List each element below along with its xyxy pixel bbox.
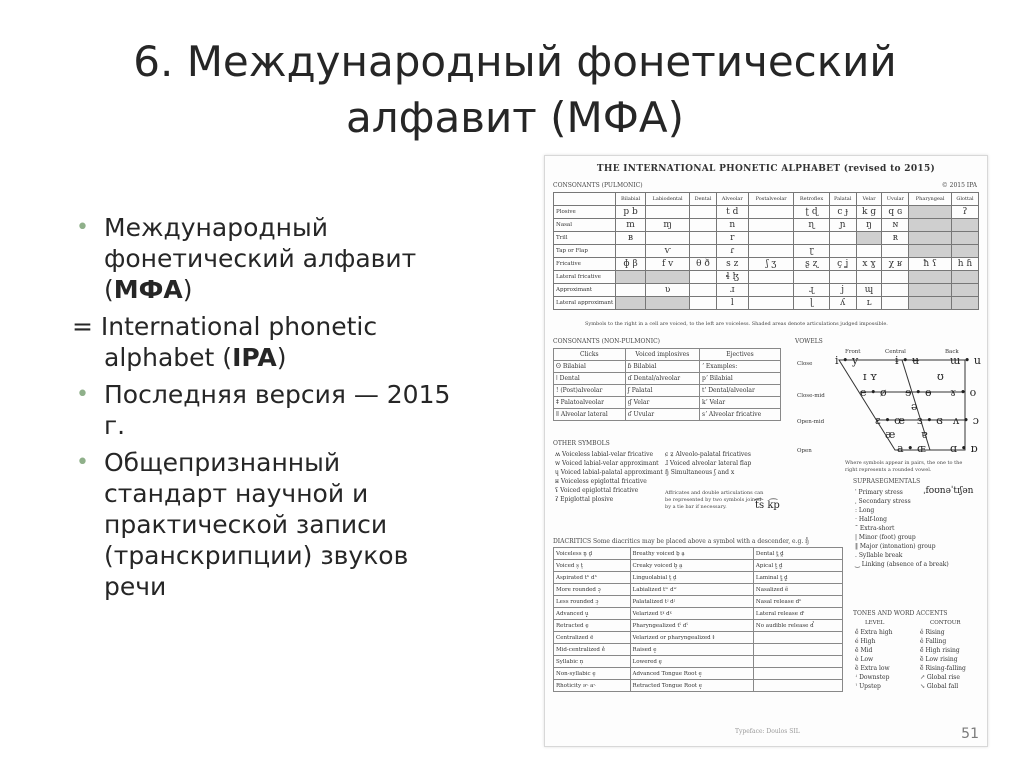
- title-line-1: 6. Международный фонетический: [133, 37, 897, 86]
- nonpulmonic-row: [554, 397, 781, 409]
- pulmonic-cell: [951, 219, 978, 232]
- nonpulmonic-cell: ǂ Palatoalveolar: [554, 397, 626, 409]
- vowel-symbol: æ: [885, 428, 896, 441]
- nonpulmonic-row: [554, 361, 781, 373]
- bullet-dot-icon: •: [76, 382, 89, 407]
- ipa-chart-image: [544, 155, 988, 747]
- bullet-text: ): [182, 275, 193, 304]
- bullet-text: Общепризнанный: [104, 448, 341, 477]
- vowel-symbol: ɜ • ɞ: [917, 414, 943, 427]
- bullet-text: г.: [104, 411, 126, 440]
- pulmonic-cell: [645, 271, 689, 284]
- vowel-symbol: ə: [911, 400, 918, 413]
- pulmonic-cell: ħ ʕ: [909, 258, 952, 271]
- typeface-note: Typeface: Doulos SIL: [735, 728, 800, 735]
- pulmonic-cell: ɴ: [882, 219, 909, 232]
- pulmonic-row: [554, 232, 979, 245]
- pulmonic-column-header: Alveolar: [716, 193, 748, 206]
- diacritics-cell: [753, 680, 842, 692]
- pulmonic-cell: [951, 232, 978, 245]
- affricate-symbols: t͡s k͡p: [755, 500, 780, 511]
- pulmonic-cell: ɲ: [829, 219, 856, 232]
- bullet-text: (транскрипции) звуков: [104, 541, 409, 570]
- diacritics-cell: Nasalized ẽ: [753, 584, 842, 596]
- diacritics-row: [554, 644, 843, 656]
- pulmonic-row-label: Plosive: [554, 206, 616, 219]
- vowel-row-close-mid: Close-mid: [797, 393, 825, 399]
- pulmonic-cell: ɳ: [794, 219, 829, 232]
- diacritics-cell: Advanced Tongue Root e̘: [630, 668, 753, 680]
- pulmonic-column-header: Dental: [690, 193, 716, 206]
- diacritics-cell: [753, 668, 842, 680]
- bullet-text: фонетический алфавит: [104, 244, 417, 273]
- title-line-2: алфавит (МФА): [346, 93, 684, 142]
- pulmonic-cell: ⱱ: [645, 245, 689, 258]
- pulmonic-cell: [829, 232, 856, 245]
- tone-contour-item: e᷅ Low rising: [920, 656, 958, 663]
- nonpulmonic-cell: ʛ Uvular: [625, 409, 699, 421]
- pulmonic-column-header: Pharyngeal: [909, 193, 952, 206]
- pulmonic-cell: [909, 297, 952, 310]
- pulmonic-cell: ʔ: [951, 206, 978, 219]
- pulmonic-cell: [829, 271, 856, 284]
- pulmonic-cell: [748, 284, 794, 297]
- pulmonic-cell: h ɦ: [951, 258, 978, 271]
- pulmonic-cell: q ɢ: [882, 206, 909, 219]
- nonpulmonic-cell: ! (Post)alveolar: [554, 385, 626, 397]
- diacritics-cell: [753, 644, 842, 656]
- diacritics-cell: Retracted e̠: [554, 620, 631, 632]
- pulmonic-cell: [645, 206, 689, 219]
- diacritics-cell: [753, 632, 842, 644]
- pulmonic-cell: ɭ: [794, 297, 829, 310]
- other-symbols-label: OTHER SYMBOLS: [553, 440, 610, 447]
- vowel-symbol: i • y: [835, 354, 859, 367]
- tone-level-item: ꜜ Downstep: [855, 674, 890, 681]
- pulmonic-cell: [616, 271, 646, 284]
- tone-contour-item: ↗ Global rise: [920, 674, 960, 681]
- bullet-text: речи: [104, 572, 167, 601]
- pulmonic-cell: ʃ ʒ: [748, 258, 794, 271]
- pulmonic-column-header: Uvular: [882, 193, 909, 206]
- vowel-symbol: ɘ • ɵ: [905, 386, 932, 399]
- tones-label: TONES AND WORD ACCENTS: [853, 610, 948, 617]
- pulmonic-cell: c ɟ: [829, 206, 856, 219]
- nonpulmonic-cell: ɓ Bilabial: [625, 361, 699, 373]
- pulmonic-row: [554, 258, 979, 271]
- diacritics-row: [554, 632, 843, 644]
- pulmonic-cell: [690, 206, 716, 219]
- other-symbol-item: ʢ Voiced epiglottal fricative: [555, 487, 639, 494]
- tone-contour-item: ê Falling: [920, 638, 947, 645]
- pulmonic-column-header: Bilabial: [616, 193, 646, 206]
- suprasegmental-item: ˈ Primary stress: [855, 489, 903, 496]
- pulmonic-row-label: Fricative: [554, 258, 616, 271]
- other-symbol-item: ɕ ʑ Alveolo-palatal fricatives: [665, 451, 751, 458]
- nonpulmonic-cell: kʼ Velar: [700, 397, 781, 409]
- pulmonic-column-header: Postalveolar: [748, 193, 794, 206]
- vowel-trapezoid: [825, 354, 975, 454]
- suprasegmental-item: ˘ Extra-short: [855, 525, 895, 532]
- pulmonic-cell: [616, 297, 646, 310]
- other-symbols-left: [555, 450, 663, 504]
- nonpulmonic-cell: ǀ Dental: [554, 373, 626, 385]
- pulmonic-column-header: Retroflex: [794, 193, 829, 206]
- pulmonic-cell: [909, 232, 952, 245]
- pulmonic-cell: [748, 206, 794, 219]
- vowel-symbol: ɨ • ʉ: [895, 354, 920, 367]
- pulmonic-cell: j: [829, 284, 856, 297]
- diacritics-cell: [753, 656, 842, 668]
- diacritics-cell: Retracted Tongue Root e̙: [630, 680, 753, 692]
- diacritics-cell: Voiced s̬ t̬: [554, 560, 631, 572]
- pulmonic-cell: ç ʝ: [829, 258, 856, 271]
- pulmonic-row: [554, 245, 979, 258]
- suprasegmental-item: ‿ Linking (absence of a break): [855, 561, 949, 568]
- suprasegmental-item: . Syllable break: [855, 552, 903, 559]
- nonpulmonic-cell: ɗ Dental/alveolar: [625, 373, 699, 385]
- pulmonic-cell: [951, 284, 978, 297]
- page-number: 51: [961, 726, 979, 742]
- other-symbol-item: ʡ Epiglottal plosive: [555, 496, 614, 503]
- diacritics-label: DIACRITICS Some diacritics may be placed above a symbol with a descender, e.g. ŋ̊: [553, 538, 810, 545]
- diacritics-row: [554, 596, 843, 608]
- pulmonic-cell: r: [716, 232, 748, 245]
- nonpulmonic-header: Clicks: [554, 349, 626, 361]
- suprasegmental-item: ː Long: [855, 507, 875, 514]
- pulmonic-cell: θ ð: [690, 258, 716, 271]
- pulmonic-cell: [951, 271, 978, 284]
- nonpulmonic-cell: ǁ Alveolar lateral: [554, 409, 626, 421]
- bullet-text: (: [104, 275, 114, 304]
- diacritics-cell: Velarized tˠ dˠ: [630, 608, 753, 620]
- bullet-text: Международный: [104, 213, 328, 242]
- bullet-text: стандарт научной и: [104, 479, 369, 508]
- affricate-note: Affricates and double articulations can be represented by two symbols joined by a tie bar if necessary.: [665, 490, 764, 510]
- diacritics-cell: Palatalized tʲ dʲ: [630, 596, 753, 608]
- pulmonic-column-header: Labiodental: [645, 193, 689, 206]
- pulmonic-cell: χ ʁ: [882, 258, 909, 271]
- diacritics-cell: Creaky voiced b̰ a̰: [630, 560, 753, 572]
- pulmonic-cell: [748, 232, 794, 245]
- tones-col-contour: CONTOUR: [930, 620, 961, 626]
- tone-level-item: ȅ Extra low: [855, 665, 890, 672]
- diacritics-row: [554, 572, 843, 584]
- vowel-symbol: ɑ • ɒ: [950, 442, 978, 455]
- pulmonic-cell: [748, 219, 794, 232]
- tone-contour-item: e᷄ High rising: [920, 647, 960, 654]
- suprasegmentals-list: [855, 488, 949, 569]
- diacritics-cell: Centralized ë: [554, 632, 631, 644]
- nonpulmonic-table: [553, 348, 781, 421]
- diacritics-cell: Lateral release dˡ: [753, 608, 842, 620]
- pulmonic-row: [554, 206, 979, 219]
- vowel-symbol: ɐ: [921, 428, 928, 441]
- pulmonic-cell: k ɡ: [856, 206, 882, 219]
- bullet-dot-icon: •: [76, 450, 89, 475]
- bullet-text: = International phonetic: [72, 312, 378, 341]
- diacritics-cell: Dental t̪ d̪: [753, 548, 842, 560]
- vowel-row-close: Close: [797, 361, 813, 367]
- pulmonic-cell: [951, 297, 978, 310]
- bullet-text: ): [276, 343, 287, 372]
- pulmonic-cell: ŋ: [856, 219, 882, 232]
- pulmonic-cell: ɰ: [856, 284, 882, 297]
- diacritics-cell: Non-syllabic e̯: [554, 668, 631, 680]
- bullet-item: [72, 379, 542, 441]
- pulmonic-cell: x ɣ: [856, 258, 882, 271]
- tone-contour-item: ě Rising: [920, 629, 945, 636]
- pulmonic-cell: [748, 245, 794, 258]
- tone-level-item: é High: [855, 638, 876, 645]
- pulmonic-cell: ɻ: [794, 284, 829, 297]
- pulmonic-cell: [690, 284, 716, 297]
- diacritics-row: [554, 680, 843, 692]
- pulmonic-cell: ʟ: [856, 297, 882, 310]
- diacritics-cell: Advanced u̟: [554, 608, 631, 620]
- tones-contour-list: [920, 628, 966, 691]
- other-symbol-item: ɺ Voiced alveolar lateral flap: [665, 460, 752, 467]
- pulmonic-cell: [829, 245, 856, 258]
- nonpulmonic-header: Ejectives: [700, 349, 781, 361]
- tone-contour-item: e᷈ Rising-falling: [920, 665, 966, 672]
- pulmonic-cell: [882, 245, 909, 258]
- suprasegmentals-label: SUPRASEGMENTALS: [853, 478, 921, 485]
- pulmonic-cell: ʙ: [616, 232, 646, 245]
- other-symbol-item: w Voiced labial-velar approximant: [555, 460, 659, 467]
- pulmonic-row: [554, 284, 979, 297]
- suprasegmental-item: ˑ Half-long: [855, 516, 887, 523]
- vowel-symbol: ɯ • u: [950, 354, 981, 367]
- pulmonic-cell: [856, 271, 882, 284]
- diacritics-cell: Velarized or pharyngealized ɫ: [630, 632, 753, 644]
- pulmonic-cell: ɹ: [716, 284, 748, 297]
- suprasegmental-example: ˌfoʊnəˈtɪʃən: [923, 486, 974, 496]
- pulmonic-row-label: Lateral fricative: [554, 271, 616, 284]
- other-symbol-item: ʜ Voiceless epiglottal fricative: [555, 478, 647, 485]
- bullet-list: [72, 212, 542, 608]
- nonpulmonic-row: [554, 373, 781, 385]
- bullet-dot-icon: •: [76, 215, 89, 240]
- suprasegmental-item: ˌ Secondary stress: [855, 498, 911, 505]
- pulmonic-cell: p b: [616, 206, 646, 219]
- diacritics-cell: Nasal release dⁿ: [753, 596, 842, 608]
- vowel-symbol: ɤ • o: [950, 386, 977, 399]
- other-symbol-item: ʍ Voiceless labial-velar fricative: [555, 451, 654, 458]
- pulmonic-cell: t d: [716, 206, 748, 219]
- vowel-note: Where symbols appear in pairs, the one to the right represents a rounded vowel.: [845, 460, 963, 473]
- diacritics-cell: No audible release d̚: [753, 620, 842, 632]
- vowel-symbol: ɛ • œ: [875, 414, 906, 427]
- vowel-col-front: Front: [845, 349, 861, 355]
- other-symbol-item: ɥ Voiced labial-palatal approximant: [555, 469, 663, 476]
- bullet-bold-text: МФА: [113, 275, 183, 304]
- pulmonic-cell: [882, 297, 909, 310]
- diacritics-cell: More rounded ɔ̹: [554, 584, 631, 596]
- pulmonic-cell: n: [716, 219, 748, 232]
- pulmonic-cell: ʂ ʐ: [794, 258, 829, 271]
- pulmonic-row-label: Approximant: [554, 284, 616, 297]
- vowel-symbol: e • ø: [860, 386, 887, 399]
- diacritics-cell: Less rounded ɔ̜: [554, 596, 631, 608]
- pulmonic-cell: ɽ: [794, 245, 829, 258]
- pulmonic-note: Symbols to the right in a cell are voiced, to the left are voiceless. Shaded areas denote articulations judged impossible.: [585, 321, 888, 327]
- diacritics-row: [554, 620, 843, 632]
- pulmonic-cell: [909, 219, 952, 232]
- pulmonic-cell: [690, 219, 716, 232]
- other-symbol-item: ɧ Simultaneous ʃ and x: [665, 469, 735, 476]
- pulmonic-row-label: Nasal: [554, 219, 616, 232]
- diacritics-row: [554, 656, 843, 668]
- pulmonic-cell: ʀ: [882, 232, 909, 245]
- diacritics-cell: Pharyngealized tˤ dˤ: [630, 620, 753, 632]
- pulmonic-cell: ɸ β: [616, 258, 646, 271]
- bullet-item: [72, 212, 542, 305]
- suprasegmental-item: ‖ Major (intonation) group: [855, 543, 936, 550]
- pulmonic-cell: ɾ: [716, 245, 748, 258]
- tone-contour-item: ↘ Global fall: [920, 683, 959, 690]
- pulmonic-cell: ʈ ɖ: [794, 206, 829, 219]
- pulmonic-cell: [616, 284, 646, 297]
- pulmonic-cell: [951, 245, 978, 258]
- diacritics-cell: Lowered e̞: [630, 656, 753, 668]
- pulmonic-cell: [909, 271, 952, 284]
- pulmonic-cell: [616, 245, 646, 258]
- pulmonic-column-header: Palatal: [829, 193, 856, 206]
- pulmonic-cell: ʎ: [829, 297, 856, 310]
- diacritics-row: [554, 608, 843, 620]
- pulmonic-column-header: Glottal: [951, 193, 978, 206]
- pulmonic-cell: [748, 271, 794, 284]
- tones-col-level: LEVEL: [865, 620, 885, 626]
- pulmonic-cell: [794, 271, 829, 284]
- pulmonic-row: [554, 271, 979, 284]
- diacritics-row: [554, 668, 843, 680]
- pulmonic-label: CONSONANTS (PULMONIC): [553, 182, 643, 189]
- tone-level-item: ē Mid: [855, 647, 873, 654]
- pulmonic-cell: s z: [716, 258, 748, 271]
- pulmonic-cell: [856, 232, 882, 245]
- vowel-symbol: ʊ: [937, 370, 944, 383]
- pulmonic-cell: ɬ ɮ: [716, 271, 748, 284]
- nonpulmonic-label: CONSONANTS (NON-PULMONIC): [553, 338, 661, 345]
- bullet-text: практической записи: [104, 510, 388, 539]
- pulmonic-row-label: Tap or Flap: [554, 245, 616, 258]
- pulmonic-cell: f v: [645, 258, 689, 271]
- vowel-row-open: Open: [797, 448, 812, 454]
- nonpulmonic-cell: ʘ Bilabial: [554, 361, 626, 373]
- nonpulmonic-header: Voiced implosives: [625, 349, 699, 361]
- pulmonic-cell: ɱ: [645, 219, 689, 232]
- nonpulmonic-cell: pʼ Bilabial: [700, 373, 781, 385]
- nonpulmonic-row: [554, 409, 781, 421]
- vowel-row-open-mid: Open-mid: [797, 419, 825, 425]
- vowel-symbol: ɪ ʏ: [863, 370, 878, 383]
- diacritics-cell: Labialized tʷ dʷ: [630, 584, 753, 596]
- pulmonic-cell: [690, 297, 716, 310]
- diacritics-cell: Rhoticity ə˞ a˞: [554, 680, 631, 692]
- pulmonic-row: [554, 297, 979, 310]
- pulmonic-cell: l: [716, 297, 748, 310]
- diacritics-cell: Linguolabial t̼ d̼: [630, 572, 753, 584]
- pulmonic-cell: [645, 297, 689, 310]
- ipa-copyright: © 2015 IPA: [941, 182, 977, 189]
- pulmonic-cell: m: [616, 219, 646, 232]
- pulmonic-table: [553, 192, 979, 310]
- diacritics-row: [554, 584, 843, 596]
- diacritics-cell: Apical t̺ d̺: [753, 560, 842, 572]
- tone-level-item: e̋ Extra high: [855, 629, 893, 636]
- diacritics-cell: Breathy voiced b̤ a̤: [630, 548, 753, 560]
- pulmonic-cell: [882, 284, 909, 297]
- diacritics-cell: Syllabic n̩: [554, 656, 631, 668]
- nonpulmonic-row: [554, 385, 781, 397]
- ipa-chart-title: THE INTERNATIONAL PHONETIC ALPHABET (revised to 2015): [596, 164, 936, 174]
- pulmonic-cell: [690, 271, 716, 284]
- tones-level-list: [855, 628, 892, 691]
- nonpulmonic-cell: tʼ Dental/alveolar: [700, 385, 781, 397]
- nonpulmonic-cell: ɠ Velar: [625, 397, 699, 409]
- diacritics-cell: Mid-centralized e̽: [554, 644, 631, 656]
- pulmonic-cell: [909, 284, 952, 297]
- pulmonic-row-label: Lateral approximant: [554, 297, 616, 310]
- vowel-col-back: Back: [945, 349, 959, 355]
- bullet-bold-text: IPA: [232, 343, 277, 372]
- bullet-text: alphabet (: [104, 343, 233, 372]
- pulmonic-column-header: Velar: [856, 193, 882, 206]
- diacritics-row: [554, 560, 843, 572]
- pulmonic-cell: [909, 206, 952, 219]
- suprasegmental-item: | Minor (foot) group: [855, 534, 916, 541]
- other-symbols-right: [665, 450, 751, 477]
- nonpulmonic-cell: sʼ Alveolar fricative: [700, 409, 781, 421]
- pulmonic-row: [554, 219, 979, 232]
- diacritics-cell: Voiceless n̥ d̥: [554, 548, 631, 560]
- diacritics-cell: Aspirated tʰ dʰ: [554, 572, 631, 584]
- pulmonic-cell: [909, 245, 952, 258]
- diacritics-row: [554, 548, 843, 560]
- tone-level-item: è Low: [855, 656, 874, 663]
- pulmonic-cell: [690, 245, 716, 258]
- pulmonic-cell: [882, 271, 909, 284]
- slide-title: [60, 34, 970, 146]
- diacritics-cell: Laminal t̻ d̻: [753, 572, 842, 584]
- vowel-symbol: a • ɶ: [897, 442, 926, 455]
- tone-level-item: ꜛ Upstep: [855, 683, 881, 690]
- vowel-col-central: Central: [885, 349, 906, 355]
- bullet-text: Последняя версия — 2015: [104, 380, 451, 409]
- pulmonic-row-label: Trill: [554, 232, 616, 245]
- pulmonic-cell: [856, 245, 882, 258]
- nonpulmonic-cell: ʄ Palatal: [625, 385, 699, 397]
- pulmonic-cell: [690, 232, 716, 245]
- equation-line: [72, 311, 542, 373]
- nonpulmonic-cell: ʼ Examples:: [700, 361, 781, 373]
- vowel-symbol: ʌ • ɔ: [953, 414, 979, 427]
- diacritics-cell: Raised e̝: [630, 644, 753, 656]
- bullet-item: [72, 447, 542, 602]
- pulmonic-cell: ʋ: [645, 284, 689, 297]
- pulmonic-cell: [748, 297, 794, 310]
- vowels-label: VOWELS: [795, 338, 823, 345]
- diacritics-table: [553, 547, 843, 692]
- pulmonic-cell: [645, 232, 689, 245]
- pulmonic-cell: [794, 232, 829, 245]
